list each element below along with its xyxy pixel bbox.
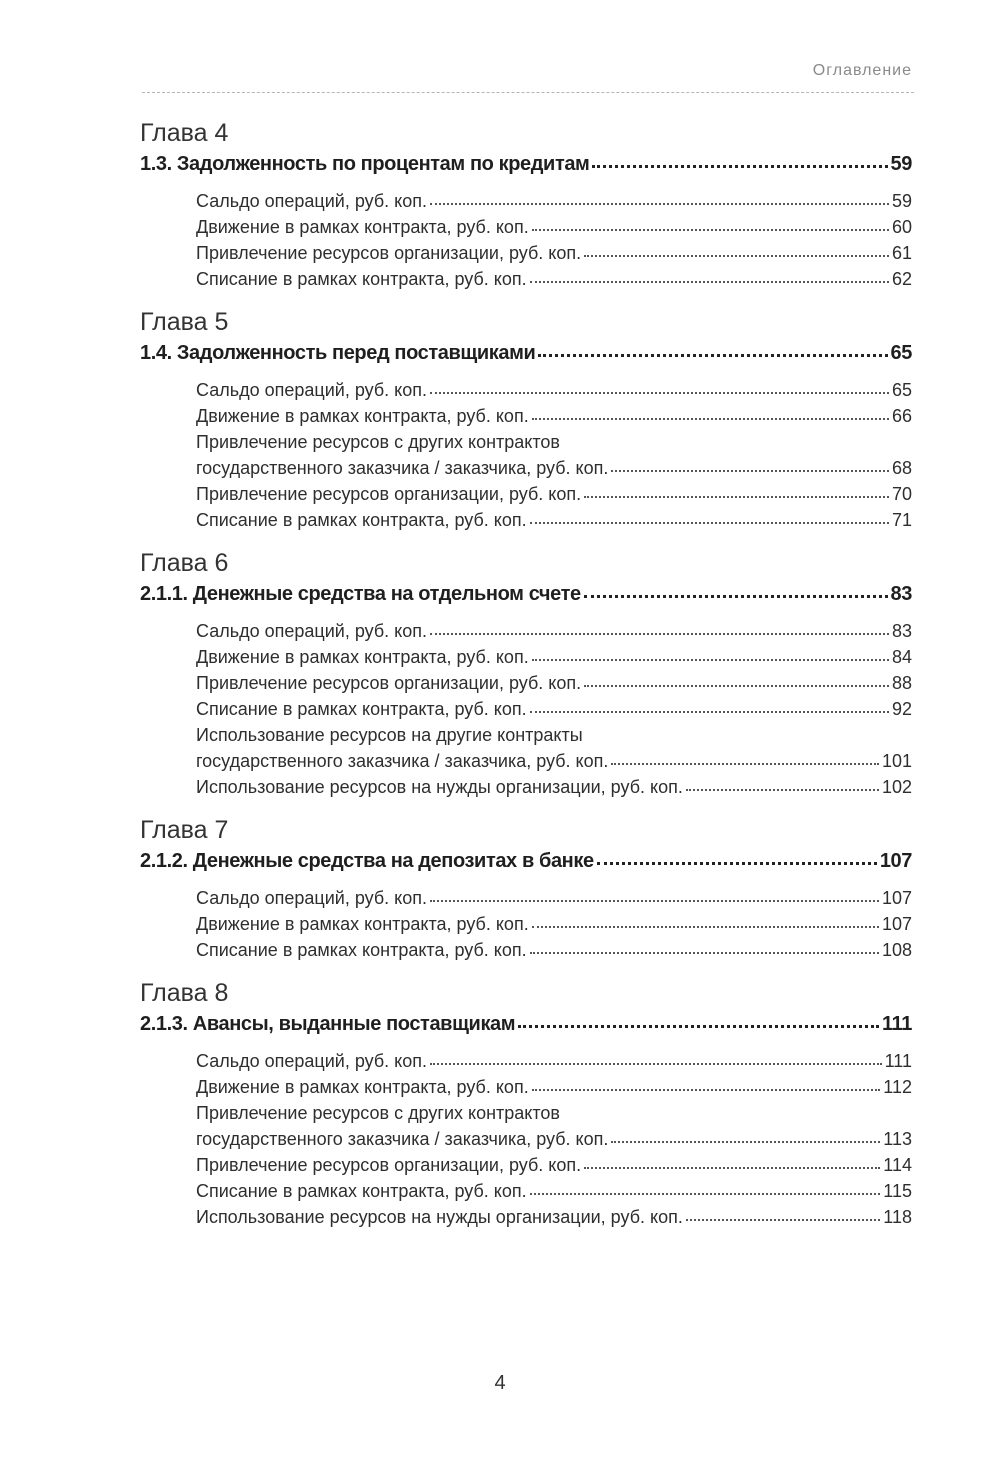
toc-entry[interactable] — [196, 1204, 912, 1230]
dot-leader — [530, 951, 879, 954]
chapter-4 — [140, 118, 912, 292]
entry-list — [196, 188, 912, 292]
entry-title: Списание в рамках контракта, руб. коп. — [196, 269, 527, 289]
toc-entry[interactable] — [196, 618, 912, 644]
dot-leader — [430, 899, 879, 902]
chapter-label: Глава 7 — [140, 816, 229, 844]
section-entry[interactable] — [140, 339, 912, 367]
dot-leader — [532, 1088, 881, 1091]
chapter-label: Глава 8 — [140, 979, 229, 1007]
dot-leader — [584, 495, 889, 498]
entry-page: 101 — [881, 751, 912, 771]
entry-page: 113 — [883, 1129, 912, 1149]
entry-title: Сальдо операций, руб. коп. — [196, 1051, 427, 1071]
section-page: 111 — [882, 1013, 912, 1035]
section-page: 83 — [890, 583, 912, 605]
entry-title: Использование ресурсов на нужды организации, руб. коп. — [196, 1207, 683, 1227]
dot-leader — [530, 521, 889, 524]
chapter-label: Глава 6 — [140, 549, 229, 577]
dot-leader — [530, 710, 889, 713]
section-page: 59 — [890, 153, 912, 175]
toc-entry[interactable] — [196, 670, 912, 696]
entry-title: государственного заказчика / заказчика, руб. коп. — [196, 1129, 609, 1149]
entry-title: Сальдо операций, руб. коп. — [196, 380, 427, 400]
entry-list — [196, 885, 912, 963]
entry-title: Списание в рамках контракта, руб. коп. — [196, 510, 527, 530]
entry-page: 118 — [883, 1207, 912, 1227]
toc-entry[interactable] — [196, 1074, 912, 1100]
entry-title: государственного заказчика / заказчика, руб. коп. — [196, 458, 609, 478]
section-entry[interactable] — [140, 150, 912, 178]
header-divider — [142, 92, 914, 93]
dot-leader — [538, 353, 887, 357]
entry-title: Движение в рамках контракта, руб. коп. — [196, 217, 529, 237]
entry-title: государственного заказчика / заказчика, руб. коп. — [196, 751, 609, 771]
entry-title: Движение в рамках контракта, руб. коп. — [196, 406, 529, 426]
dot-leader — [532, 658, 889, 661]
entry-page: 88 — [891, 673, 912, 693]
toc-entry[interactable] — [196, 1126, 912, 1152]
entry-title: Использование ресурсов на нужды организации, руб. коп. — [196, 777, 683, 797]
entry-page: 108 — [881, 940, 912, 960]
entry-page: 66 — [891, 406, 912, 426]
dot-leader — [430, 391, 889, 394]
entry-page: 92 — [891, 699, 912, 719]
toc-entry[interactable] — [196, 377, 912, 403]
dot-leader — [686, 788, 879, 791]
entry-page: 71 — [891, 510, 912, 530]
entry-title-first-line[interactable]: Привлечение ресурсов с других контрактов — [196, 432, 560, 452]
section-title: 2.1.1. Денежные средства на отдельном счете — [140, 583, 581, 605]
entry-page: 84 — [891, 647, 912, 667]
entry-page: 59 — [891, 191, 912, 211]
dot-leader — [686, 1218, 880, 1221]
entry-title: Привлечение ресурсов организации, руб. коп. — [196, 1155, 582, 1175]
dot-leader — [584, 594, 888, 598]
entry-page: 61 — [891, 243, 912, 263]
section-entry[interactable] — [140, 580, 912, 608]
page-number: 4 — [494, 1372, 506, 1394]
entry-title: Привлечение ресурсов организации, руб. коп. — [196, 243, 582, 263]
dot-leader — [530, 280, 889, 283]
section-title: 1.3. Задолженность по процентам по кредитам — [140, 153, 590, 175]
entry-page: 112 — [883, 1077, 912, 1097]
entry-page: 83 — [891, 621, 912, 641]
toc-entry[interactable] — [196, 214, 912, 240]
toc-entry[interactable] — [196, 481, 912, 507]
dot-leader — [530, 1192, 881, 1195]
toc-entry[interactable] — [196, 240, 912, 266]
dot-leader — [597, 861, 877, 865]
toc-entry[interactable] — [196, 403, 912, 429]
entry-page: 62 — [891, 269, 912, 289]
running-header: Оглавление — [812, 62, 912, 79]
toc-entry[interactable] — [196, 1152, 912, 1178]
entry-title: Привлечение ресурсов организации, руб. коп. — [196, 673, 582, 693]
entry-page: 102 — [881, 777, 912, 797]
chapter-7 — [140, 815, 912, 963]
toc-entry[interactable] — [196, 1048, 912, 1074]
toc-entry[interactable] — [196, 885, 912, 911]
entry-title: Сальдо операций, руб. коп. — [196, 888, 427, 908]
dot-leader — [584, 684, 889, 687]
entry-title: Движение в рамках контракта, руб. коп. — [196, 1077, 529, 1097]
dot-leader — [611, 1140, 880, 1143]
dot-leader — [611, 469, 889, 472]
dot-leader — [532, 925, 879, 928]
section-page: 107 — [879, 850, 912, 872]
entry-title: Сальдо операций, руб. коп. — [196, 621, 427, 641]
dot-leader — [430, 1062, 882, 1065]
chapter-8 — [140, 978, 912, 1230]
entry-list — [196, 377, 912, 533]
toc-entry[interactable] — [196, 188, 912, 214]
chapter-5 — [140, 307, 912, 533]
toc-entry[interactable] — [196, 455, 912, 481]
dot-leader — [611, 762, 879, 765]
chapter-6 — [140, 548, 912, 800]
entry-page: 68 — [891, 458, 912, 478]
entry-page: 65 — [891, 380, 912, 400]
toc-entry[interactable] — [196, 774, 912, 800]
dot-leader — [584, 1166, 880, 1169]
section-title: 2.1.2. Денежные средства на депозитах в банке — [140, 850, 594, 872]
dot-leader — [532, 417, 889, 420]
entry-title: Сальдо операций, руб. коп. — [196, 191, 427, 211]
chapter-label: Глава 5 — [140, 308, 229, 336]
entry-page: 114 — [883, 1155, 912, 1175]
entry-page: 107 — [881, 888, 912, 908]
dot-leader — [430, 632, 889, 635]
toc-entry[interactable] — [196, 911, 912, 937]
chapter-label: Глава 4 — [140, 119, 229, 147]
entry-title: Движение в рамках контракта, руб. коп. — [196, 914, 529, 934]
toc-entry[interactable] — [196, 696, 912, 722]
toc-entry[interactable] — [196, 507, 912, 533]
entry-title: Списание в рамках контракта, руб. коп. — [196, 1181, 527, 1201]
toc-entry[interactable] — [196, 748, 912, 774]
entry-page: 111 — [884, 1051, 912, 1071]
section-entry[interactable] — [140, 1010, 912, 1038]
dot-leader — [532, 228, 889, 231]
entry-page: 60 — [891, 217, 912, 237]
section-title: 2.1.3. Авансы, выданные поставщикам — [140, 1013, 516, 1035]
entry-title: Списание в рамках контракта, руб. коп. — [196, 699, 527, 719]
entry-list — [196, 618, 912, 800]
entry-page: 115 — [883, 1181, 912, 1201]
entry-title-first-line[interactable]: Использование ресурсов на другие контракты — [196, 725, 583, 745]
toc-entry[interactable] — [196, 644, 912, 670]
entry-title: Привлечение ресурсов организации, руб. коп. — [196, 484, 582, 504]
dot-leader — [592, 164, 887, 168]
entry-title-first-line[interactable]: Привлечение ресурсов с других контрактов — [196, 1103, 560, 1123]
section-title: 1.4. Задолженность перед поставщиками — [140, 342, 536, 364]
dot-leader — [584, 254, 889, 257]
toc-entry[interactable] — [196, 937, 912, 963]
entry-list — [196, 1048, 912, 1230]
entry-title: Списание в рамках контракта, руб. коп. — [196, 940, 527, 960]
entry-title: Движение в рамках контракта, руб. коп. — [196, 647, 529, 667]
entry-page: 70 — [891, 484, 912, 504]
toc-entry[interactable] — [196, 266, 912, 292]
dot-leader — [518, 1024, 879, 1028]
dot-leader — [430, 202, 889, 205]
section-page: 65 — [890, 342, 912, 364]
entry-page: 107 — [881, 914, 912, 934]
toc-entry[interactable] — [196, 1178, 912, 1204]
section-entry[interactable] — [140, 847, 912, 875]
table-of-contents — [140, 118, 912, 1245]
